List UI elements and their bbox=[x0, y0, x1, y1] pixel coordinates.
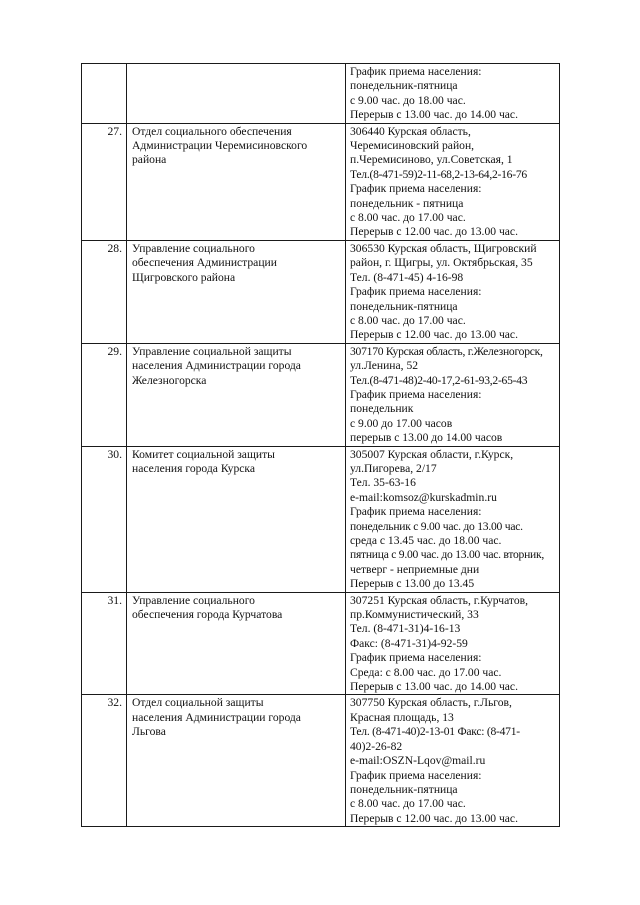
contact-info-line: График приема населения: bbox=[350, 182, 482, 196]
contact-info-line: Перерыв с 12.00 час. до 13.00 час. bbox=[350, 328, 518, 342]
contact-info-line: с 9.00 час. до 18.00 час. bbox=[350, 93, 466, 107]
organization-name-line: населения Администрации города bbox=[132, 359, 301, 373]
contact-info-line: 307251 Курская область, г.Курчатов, bbox=[350, 593, 529, 607]
contact-info-line: График приема населения: bbox=[350, 651, 482, 665]
contact-info-line: с 8.00 час. до 17.00 час. bbox=[350, 313, 466, 327]
email-line: e-mail:komsoz@kurskadmin.ru bbox=[350, 490, 497, 504]
social-services-table bbox=[81, 63, 560, 827]
contact-info-line: Перерыв с 13.00 час. до 14.00 час. bbox=[350, 108, 518, 122]
contact-info-cell bbox=[346, 695, 560, 827]
contact-info-line: ул.Пигорева, 2/17 bbox=[350, 461, 437, 475]
contact-info-line: пятница с 9.00 час. до 13.00 час. вторник, bbox=[350, 548, 545, 562]
contact-info-cell bbox=[346, 64, 560, 124]
row-number: 30. bbox=[82, 446, 127, 592]
contact-info-line: 305007 Курская области, г.Курск, bbox=[350, 447, 514, 461]
organization-name-line: Управление социального bbox=[132, 241, 255, 255]
organization-name-cell bbox=[127, 695, 346, 827]
organization-name-line: обеспечения города Курчатова bbox=[132, 608, 283, 622]
row-number: 28. bbox=[82, 240, 127, 343]
table-row bbox=[82, 592, 560, 695]
contact-info-line: 307750 Курская область, г.Льгов, bbox=[350, 696, 512, 710]
organization-name-line: Железногорска bbox=[132, 373, 207, 387]
organization-name-line: Администрации Черемисиновского bbox=[132, 139, 308, 153]
organization-name-cell bbox=[127, 64, 346, 124]
contact-info-line: понедельник-пятница bbox=[350, 79, 458, 93]
contact-info-line: ул.Ленина, 52 bbox=[350, 359, 419, 373]
organization-name-line: населения Администрации города bbox=[132, 710, 301, 724]
contact-info-line: График приема населения: bbox=[350, 65, 482, 78]
organization-name-line: Отдел социального обеспечения bbox=[132, 124, 292, 138]
row-number: 31. bbox=[82, 592, 127, 695]
contact-info-line: понедельник-пятница bbox=[350, 299, 458, 313]
row-number: 27. bbox=[82, 123, 127, 240]
organization-name-line: Управление социальной защиты bbox=[132, 344, 292, 358]
contact-info-line: График приема населения: bbox=[350, 768, 482, 782]
contact-info-line: Перерыв с 13.00 час. до 14.00 час. bbox=[350, 680, 518, 694]
organization-name-line: населения города Курска bbox=[132, 461, 256, 475]
contact-info-line: с 8.00 час. до 17.00 час. bbox=[350, 211, 466, 225]
contact-info-line: Тел.(8-471-59)2-11-68,2-13-64,2-16-76 bbox=[350, 167, 527, 181]
organization-name-cell bbox=[127, 240, 346, 343]
contact-info-line: с 9.00 до 17.00 часов bbox=[350, 416, 453, 430]
contact-info-line: Тел. (8-471-45) 4-16-98 bbox=[350, 270, 464, 284]
table-row bbox=[82, 123, 560, 240]
organization-name-cell bbox=[127, 343, 346, 446]
organization-name-cell bbox=[127, 592, 346, 695]
contact-info-cell bbox=[346, 343, 560, 446]
contact-info-line: Тел. (8-471-31)4-16-13 bbox=[350, 622, 461, 636]
contact-info-line: понедельник с 9.00 час. до 13.00 час. bbox=[350, 519, 523, 533]
contact-info-line: Красная площадь, 13 bbox=[350, 710, 454, 724]
email-line: e-mail:OSZN-Lqov@mail.ru bbox=[350, 754, 486, 768]
row-number bbox=[82, 64, 127, 124]
organization-name-line: Комитет социальной защиты bbox=[132, 447, 275, 461]
contact-info-line: Перерыв с 12.00 час. до 13.00 час. bbox=[350, 811, 518, 825]
contact-info-line: понедельник bbox=[350, 402, 414, 416]
table-body bbox=[82, 64, 560, 827]
table-row bbox=[82, 240, 560, 343]
row-number: 29. bbox=[82, 343, 127, 446]
contact-info-line: Среда: с 8.00 час. до 17.00 час. bbox=[350, 665, 502, 679]
contact-info-line: п.Черемисиново, ул.Советская, 1 bbox=[350, 153, 513, 167]
table-row bbox=[82, 446, 560, 592]
contact-info-line: Тел. (8-471-40)2-13-01 Факс: (8-471- bbox=[350, 725, 520, 739]
contact-info-line: среда с 13.45 час. до 18.00 час. bbox=[350, 534, 502, 547]
contact-info-line: пр.Коммунистический, 33 bbox=[350, 608, 479, 622]
organization-name-line: обеспечения Администрации bbox=[132, 256, 277, 270]
organization-name-line: Отдел социальной защиты bbox=[132, 696, 264, 710]
contact-info-line: понедельник-пятница bbox=[350, 782, 458, 796]
contact-info-cell bbox=[346, 123, 560, 240]
contact-info-line: 307170 Курская область, г.Железногорск, bbox=[350, 344, 543, 358]
contact-info-line: График приема населения: bbox=[350, 387, 482, 401]
organization-name-cell bbox=[127, 446, 346, 592]
contact-info-line: перерыв с 13.00 до 14.00 часов bbox=[350, 431, 503, 445]
contact-info-line: Тел.(8-471-48)2-40-17,2-61-93,2-65-43 bbox=[350, 373, 528, 387]
organization-name-line: Льгова bbox=[132, 725, 166, 739]
contact-info-line: Факс: (8-471-31)4-92-59 bbox=[350, 636, 468, 650]
contact-info-line: 306440 Курская область, bbox=[350, 124, 471, 138]
contact-info-line: 306530 Курская область, Щигровский bbox=[350, 241, 537, 255]
contact-info-line: Тел. 35-63-16 bbox=[350, 476, 416, 490]
row-number: 32. bbox=[82, 695, 127, 827]
contact-info-line: 40)2-26-82 bbox=[350, 739, 403, 753]
organization-name-line: Управление социального bbox=[132, 593, 255, 607]
contact-info-cell bbox=[346, 446, 560, 592]
contact-info-cell bbox=[346, 592, 560, 695]
table-row bbox=[82, 343, 560, 446]
table-row bbox=[82, 64, 560, 124]
table-row bbox=[82, 695, 560, 827]
organization-name-line: Щигровского района bbox=[132, 270, 236, 284]
contact-info-line: Перерыв с 12.00 час. до 13.00 час. bbox=[350, 225, 518, 239]
contact-info-line: Перерыв с 13.00 до 13.45 bbox=[350, 577, 475, 591]
contact-info-line: четверг - неприемные дни bbox=[350, 562, 480, 576]
contact-info-line: понедельник - пятница bbox=[350, 196, 464, 210]
organization-name-line: района bbox=[132, 153, 167, 167]
contact-info-cell bbox=[346, 240, 560, 343]
contact-info-line: с 8.00 час. до 17.00 час. bbox=[350, 797, 466, 811]
organization-name-cell bbox=[127, 123, 346, 240]
contact-info-line: район, г. Щигры, ул. Октябрьская, 35 bbox=[350, 256, 533, 270]
contact-info-line: Черемисиновский район, bbox=[350, 139, 475, 153]
contact-info-line: График приема населения: bbox=[350, 505, 482, 519]
contact-info-line: График приема населения: bbox=[350, 285, 482, 299]
